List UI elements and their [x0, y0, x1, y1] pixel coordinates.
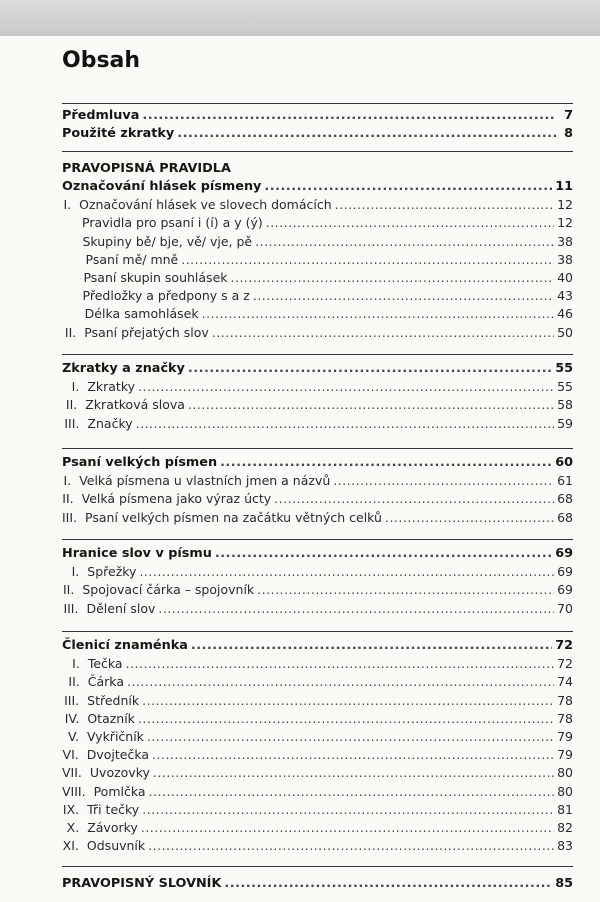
entry-label: Délka samohlásek — [84, 306, 199, 321]
dot-leader — [142, 802, 554, 817]
dot-leader — [127, 674, 554, 689]
page-number: 12 — [557, 215, 573, 230]
page-number: 79 — [557, 747, 573, 762]
entry-label: Středník — [87, 693, 140, 708]
section-divider — [62, 448, 573, 449]
page-number: 68 — [557, 491, 573, 506]
dot-leader — [142, 108, 556, 123]
page-number: 7 — [564, 108, 573, 123]
entry-label: Otazník — [87, 711, 135, 726]
dot-leader — [188, 361, 552, 376]
toc-subentry[interactable] — [62, 820, 573, 840]
page-number: 50 — [557, 325, 573, 340]
entry-label: Psaní velkých písmen na začátku větných celků — [85, 510, 382, 525]
toc-subentry[interactable] — [62, 510, 573, 530]
page-number: 80 — [557, 765, 573, 780]
entry-label: Předmluva — [62, 108, 140, 123]
entry-label: Označování hlásek ve slovech domácích — [79, 197, 332, 212]
toc-subentry[interactable] — [62, 234, 573, 254]
toc-subentry[interactable] — [62, 325, 573, 345]
section-heading: PRAVOPISNÁ PRAVIDLA — [62, 161, 231, 176]
page-number: 61 — [557, 473, 573, 488]
toc-subentry[interactable] — [62, 416, 573, 436]
dot-leader — [149, 784, 555, 799]
section-divider — [62, 539, 573, 540]
page-number: 74 — [557, 674, 573, 689]
page-number: 68 — [557, 510, 573, 525]
page-number: 38 — [557, 252, 573, 267]
entry-number: III. — [64, 693, 80, 708]
page-number: 78 — [557, 711, 573, 726]
entry-label: Psaní skupin souhlásek — [83, 270, 228, 285]
entry-number: II. — [65, 397, 78, 412]
toc-chapter[interactable] — [62, 179, 573, 199]
page-number: 70 — [557, 601, 573, 616]
entry-number: II. — [68, 674, 80, 689]
toc-subentry[interactable] — [62, 215, 573, 235]
page-number: 72 — [555, 638, 573, 653]
dot-leader — [138, 711, 554, 726]
entry-label: Velká písmena jako výraz úcty — [81, 491, 272, 506]
entry-label: Dvojtečka — [86, 747, 150, 762]
entry-label: Vykřičník — [86, 729, 144, 744]
page-number: 55 — [555, 361, 573, 376]
toc-subentry[interactable] — [62, 784, 573, 804]
toc-subentry[interactable] — [62, 765, 573, 785]
dot-leader — [274, 491, 554, 506]
entry-label: Zkratky a značky — [62, 361, 185, 376]
toc-subentry[interactable] — [62, 601, 573, 621]
toc-chapter[interactable] — [62, 638, 573, 658]
entry-label: Odsuvník — [86, 838, 146, 853]
dot-leader — [220, 455, 552, 470]
entry-number: II. — [64, 325, 77, 340]
dot-leader — [253, 288, 554, 303]
dot-leader — [141, 820, 554, 835]
page-number: 43 — [557, 288, 573, 303]
dot-leader — [224, 876, 552, 891]
toc-subentry[interactable] — [62, 252, 573, 272]
dot-leader — [188, 397, 554, 412]
toc-subentry[interactable] — [62, 711, 573, 731]
entry-number: I. — [63, 197, 72, 212]
toc-subentry[interactable] — [62, 379, 573, 399]
toc-subentry[interactable] — [62, 747, 573, 767]
page-number: 81 — [557, 802, 573, 817]
toc-subentry[interactable] — [62, 473, 573, 493]
dot-leader — [202, 306, 554, 321]
toc-chapter[interactable] — [62, 361, 573, 381]
toc-subentry[interactable] — [62, 197, 573, 217]
page-number: 72 — [557, 656, 573, 671]
dot-leader — [255, 234, 554, 249]
page-title: Obsah — [62, 48, 141, 73]
toc-subentry[interactable] — [62, 491, 573, 511]
entry-label: Psaní velkých písmen — [62, 455, 218, 470]
entry-label: Uvozovky — [89, 765, 150, 780]
page-number: 69 — [557, 582, 573, 597]
toc-chapter[interactable] — [62, 455, 573, 475]
toc-subentry[interactable] — [62, 802, 573, 822]
entry-label: Dělení slov — [86, 601, 156, 616]
entry-label: Zkratky — [87, 379, 136, 394]
entry-label: Tři tečky — [87, 802, 140, 817]
dot-leader — [215, 546, 552, 561]
page-number: 83 — [557, 838, 573, 853]
toc-subentry[interactable] — [62, 270, 573, 290]
page-number: 85 — [555, 876, 573, 891]
page-number: 11 — [555, 179, 573, 194]
dot-leader — [385, 510, 554, 525]
entry-label: Skupiny bě/ bje, vě/ vje, pě — [82, 234, 253, 249]
page-number: 60 — [555, 455, 573, 470]
entry-number: VIII. — [62, 784, 86, 799]
toc-subentry[interactable] — [62, 288, 573, 308]
entry-number: XI. — [62, 838, 79, 853]
dot-leader — [142, 693, 554, 708]
entry-number: I. — [72, 656, 80, 671]
dot-leader — [191, 638, 552, 653]
dot-leader — [257, 582, 554, 597]
entry-label: Členicí znaménka — [62, 638, 188, 653]
dot-leader — [152, 747, 554, 762]
entry-label: Závorky — [87, 820, 138, 835]
entry-number: I. — [63, 473, 72, 488]
dot-leader — [264, 179, 552, 194]
dot-leader — [333, 473, 554, 488]
toc-entry-front[interactable] — [62, 126, 573, 146]
dot-leader — [136, 416, 554, 431]
entry-label: Spojovací čárka – spojovník — [82, 582, 255, 597]
dot-leader — [181, 252, 554, 267]
toc-subentry[interactable] — [62, 729, 573, 749]
toc-subentry[interactable] — [62, 582, 573, 602]
entry-label: Použité zkratky — [62, 126, 175, 141]
entry-label: Psaní přejatých slov — [84, 325, 209, 340]
entry-label: Značky — [87, 416, 133, 431]
entry-label: Pomlčka — [93, 784, 146, 799]
entry-label: Předložky a předpony s a z — [82, 288, 250, 303]
entry-number: I. — [71, 379, 80, 394]
dot-leader — [139, 564, 554, 579]
entry-number: II. — [63, 582, 75, 597]
toc-subentry[interactable] — [62, 693, 573, 713]
dot-leader — [147, 729, 554, 744]
dot-leader — [212, 325, 554, 340]
dot-leader — [231, 270, 555, 285]
page-number: 78 — [557, 693, 573, 708]
entry-number: IX. — [62, 802, 80, 817]
section-divider — [62, 103, 573, 104]
page-number: 82 — [557, 820, 573, 835]
dot-leader — [153, 765, 554, 780]
toc-entry-dictionary[interactable] — [62, 876, 573, 896]
section-divider — [62, 151, 573, 152]
toc-subentry[interactable] — [62, 656, 573, 676]
entry-label: Psaní mě/ mně — [85, 252, 179, 267]
toc-chapter[interactable] — [62, 546, 573, 566]
section-divider — [62, 866, 573, 867]
page-number: 69 — [555, 546, 573, 561]
entry-label: Tečka — [87, 656, 123, 671]
page-number: 8 — [564, 126, 573, 141]
toc-subentry[interactable] — [62, 838, 573, 858]
dot-leader — [266, 215, 554, 230]
dot-leader — [138, 379, 554, 394]
page-number: 40 — [557, 270, 573, 285]
section-divider — [62, 631, 573, 632]
entry-number: IV. — [64, 711, 80, 726]
dot-leader — [126, 656, 554, 671]
page-number: 69 — [557, 564, 573, 579]
entry-label: Zkratková slova — [85, 397, 185, 412]
toc-subentry[interactable] — [62, 674, 573, 694]
entry-label: Pravidla pro psaní i (í) a y (ý) — [82, 215, 263, 230]
entry-label: Hranice slov v písmu — [62, 546, 212, 561]
entry-label: Čárka — [87, 674, 124, 689]
dot-leader — [148, 838, 554, 853]
page-number: 58 — [557, 397, 573, 412]
entry-number: I. — [71, 564, 80, 579]
entry-number: X. — [66, 820, 80, 835]
toc-subentry[interactable] — [62, 564, 573, 584]
entry-number: III. — [63, 601, 79, 616]
page-number: 38 — [557, 234, 573, 249]
entry-number: V. — [68, 729, 79, 744]
entry-label: Velká písmena u vlastních jmen a názvů — [79, 473, 331, 488]
page-number: 55 — [557, 379, 573, 394]
entry-number: VI. — [62, 747, 79, 762]
toc-subentry[interactable] — [62, 397, 573, 417]
toc-subentry[interactable] — [62, 306, 573, 326]
entry-number: III. — [64, 416, 80, 431]
page-number: 80 — [557, 784, 573, 799]
dot-leader — [335, 197, 554, 212]
page-number: 79 — [557, 729, 573, 744]
entry-number: III. — [62, 510, 78, 525]
dot-leader — [177, 126, 556, 141]
page-number: 46 — [557, 306, 573, 321]
dot-leader — [158, 601, 554, 616]
entry-label: Označování hlásek písmeny — [62, 179, 262, 194]
entry-label: Spřežky — [87, 564, 137, 579]
page-number: 12 — [557, 197, 573, 212]
toc-entry-front[interactable] — [62, 108, 573, 128]
entry-label: PRAVOPISNÝ SLOVNÍK — [62, 876, 222, 891]
entry-number: VII. — [62, 765, 82, 780]
page-number: 59 — [557, 416, 573, 431]
section-divider — [62, 354, 573, 355]
entry-number: II. — [62, 491, 74, 506]
